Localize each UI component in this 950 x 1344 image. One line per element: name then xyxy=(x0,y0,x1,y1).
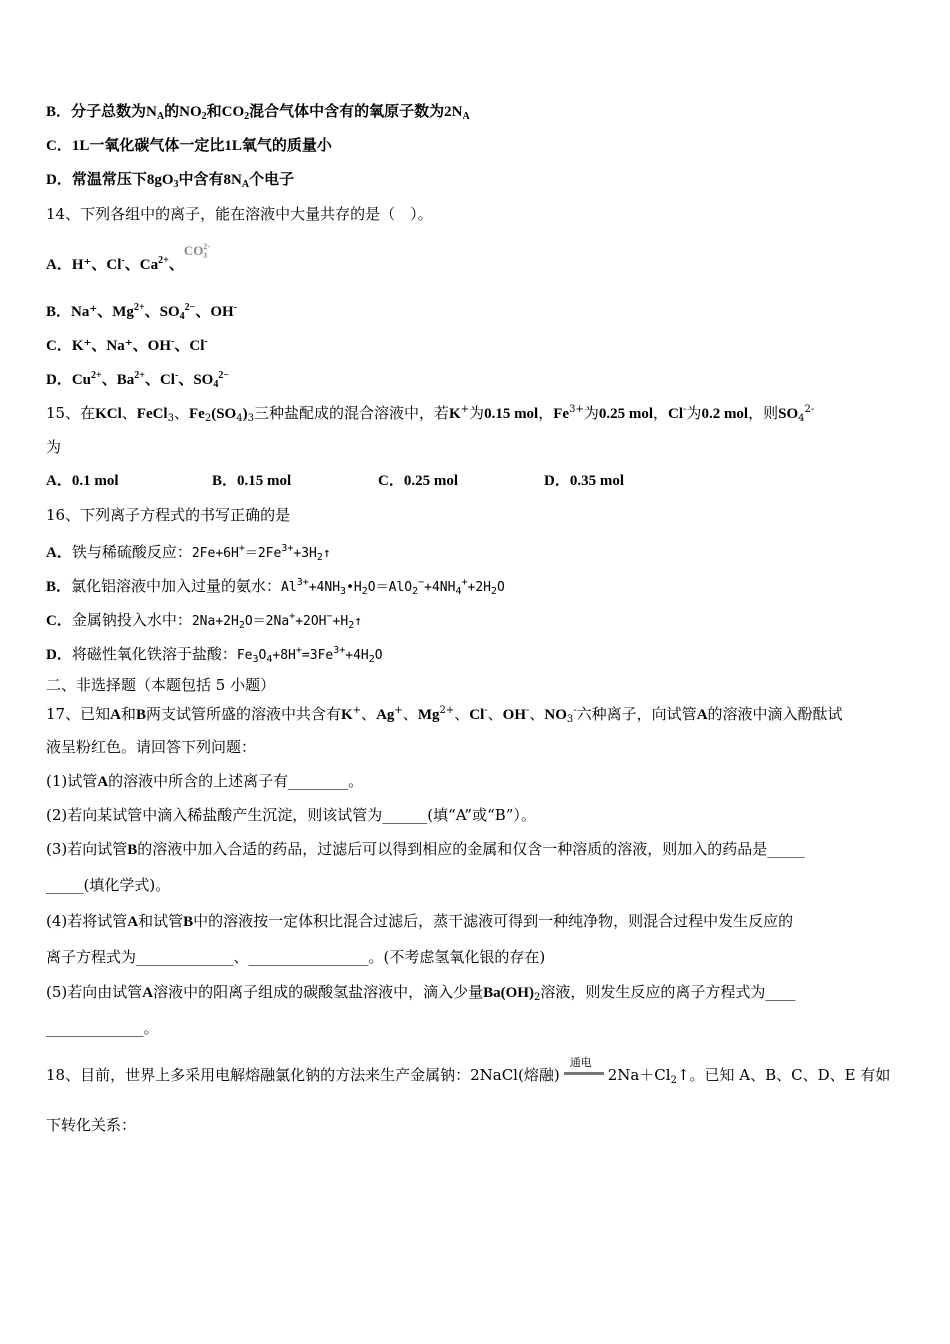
option-label: D． xyxy=(46,647,72,663)
q13-option-b xyxy=(46,101,910,128)
text: 、Cl xyxy=(144,372,175,388)
subscript: 3 xyxy=(247,413,254,424)
text: Mg xyxy=(417,707,440,723)
text: 、 xyxy=(361,705,377,723)
option-label: C． xyxy=(46,613,72,629)
q16-option-b xyxy=(46,572,910,603)
text: A xyxy=(142,985,154,1001)
subscript: 2 xyxy=(361,586,368,597)
subscript: 3 xyxy=(167,413,174,424)
text: 为 xyxy=(686,404,702,422)
option-label: A． xyxy=(46,257,72,273)
text: 、 xyxy=(487,705,503,723)
text: H⁺、Cl xyxy=(71,257,122,273)
text: A xyxy=(97,774,109,790)
superscript: + xyxy=(289,611,296,622)
subscript: 4 xyxy=(213,379,219,390)
q15-option-c: C．0.25 mol xyxy=(378,473,458,489)
text: 中的溶液按一定体积比混合过滤后，蒸干滤液可得到一种纯净物，则混合过程中发生反应的 xyxy=(193,912,794,930)
superscript: - xyxy=(683,404,687,415)
superscript: 2+ xyxy=(133,302,145,313)
q14-stem: 14、下列各组中的离子，能在溶液中大量共存的是（ ）。 xyxy=(46,205,433,223)
superscript: 2+ xyxy=(439,705,455,716)
text: (4)若将试管 xyxy=(46,912,128,930)
superscript: + xyxy=(394,705,403,716)
text: 、 xyxy=(121,404,137,422)
text: 将磁性氧化铁溶于盐酸： xyxy=(71,645,237,663)
q17-part-2: (2)若向某试管中滴入稀盐酸产生沉淀，则该试管为______(填“A”或“B”）。 xyxy=(46,806,536,824)
text: B xyxy=(135,707,146,723)
text: 2N xyxy=(444,104,463,120)
text: O＝AlO xyxy=(367,580,413,595)
text: ， xyxy=(653,404,669,422)
text: 常温常压下 xyxy=(71,172,147,188)
option-label: A． xyxy=(46,545,72,561)
text: ↑ xyxy=(322,546,331,561)
arrow-bar xyxy=(564,1072,604,1075)
text: 和试管 xyxy=(138,912,184,930)
superscript: 2+ xyxy=(158,255,169,266)
q17-part-4-line2: 离子方程式为_____________、________________。(不考虑氢氧化银的存在) xyxy=(46,948,546,966)
text: 一氧化碳气体一定比 xyxy=(89,138,225,154)
superscript: − xyxy=(418,577,425,588)
equation xyxy=(191,611,363,631)
superscript: - xyxy=(204,336,208,347)
subscript: 3 xyxy=(173,179,179,190)
subscript: A xyxy=(462,111,470,122)
subscript: 4 xyxy=(236,413,243,424)
q17-part-3 xyxy=(46,838,910,861)
q18-stem-line2: 下转化关系： xyxy=(46,1116,137,1134)
text: SO xyxy=(778,406,799,422)
text: 氧气的质量小 xyxy=(241,138,332,154)
text: OH xyxy=(502,707,526,723)
text: A xyxy=(127,914,139,930)
text: +H xyxy=(332,614,349,629)
q17-part-5 xyxy=(46,981,910,1009)
subscript: 4 xyxy=(179,311,185,322)
text: =3Fe xyxy=(301,648,334,663)
text: +4H xyxy=(345,648,369,663)
text: Fe xyxy=(189,406,205,422)
q13-option-c xyxy=(46,135,910,157)
text: 8gO xyxy=(146,172,174,188)
q14-option-a xyxy=(46,242,910,281)
text: O xyxy=(374,648,383,663)
text: Fe xyxy=(553,406,570,422)
text: 铁与稀硫酸反应： xyxy=(71,543,192,561)
text: O xyxy=(258,648,267,663)
text: K xyxy=(448,406,461,422)
section-title: 二、非选择题（本题包括 5 小题） xyxy=(46,676,276,694)
q16-stem: 16、下列离子方程式的书写正确的是 xyxy=(46,506,291,524)
text: 的溶液中加入合适的药品，过滤后可以得到相应的金属和仅含一种溶质的溶液，则加入的药品是_____ xyxy=(137,840,805,858)
superscript: 2− xyxy=(218,370,230,381)
subscript: 2 xyxy=(533,992,541,1003)
q15-stem-line2: 为 xyxy=(46,438,62,456)
subscript: 3 xyxy=(252,654,259,665)
text: Na⁺、Mg xyxy=(71,304,134,320)
q16-option-a xyxy=(46,538,910,569)
text: 的 xyxy=(164,104,180,120)
carbonate-image xyxy=(183,236,211,267)
text: +4NH xyxy=(424,580,456,595)
text: 2Na+2H xyxy=(191,614,239,629)
option-label: B． xyxy=(46,579,72,595)
superscript: 2− xyxy=(184,302,196,313)
text: ↑。已知 A、B、C、D、E 有如 xyxy=(676,1066,891,1084)
text: ＝2Fe xyxy=(244,546,282,561)
text: KCl xyxy=(95,406,122,422)
subscript: 2 xyxy=(201,111,207,122)
text: A xyxy=(696,707,708,723)
text: A xyxy=(110,707,121,723)
text: 两支试管所盛的溶液中共含有 xyxy=(145,705,341,723)
text: 的溶液中所含的上述离子有________。 xyxy=(108,772,364,790)
subscript: 2 xyxy=(244,111,250,122)
q17-part-5-line2: _____________。 xyxy=(46,1019,159,1037)
superscript: + xyxy=(295,645,302,656)
text: N xyxy=(146,104,157,120)
superscript: 3+ xyxy=(296,577,309,588)
option-label: C． xyxy=(46,138,72,154)
text: +8H xyxy=(272,648,296,663)
superscript: - xyxy=(526,705,530,716)
text: 分子总数为 xyxy=(71,104,147,120)
q15-option-b: B．0.15 mol xyxy=(212,473,292,489)
q14-option-c xyxy=(46,331,910,357)
text: 、SO xyxy=(144,304,180,320)
text: 为 xyxy=(583,404,599,422)
superscript: 3+ xyxy=(281,543,294,554)
text: +3H xyxy=(293,546,317,561)
equation xyxy=(281,577,505,597)
text: 、OH xyxy=(195,304,234,320)
q16-option-c xyxy=(46,606,910,637)
superscript: - xyxy=(573,705,577,716)
text: O＝2Na xyxy=(244,614,290,629)
subscript: 4 xyxy=(798,413,805,424)
text: 2Na＋Cl xyxy=(607,1066,671,1084)
text: 18、目前，世界上多采用电解熔融氯化钠的方法来生产金属钠：2NaCl(熔融) xyxy=(46,1066,560,1084)
text: ，则 xyxy=(748,404,779,422)
text: CO xyxy=(221,104,245,120)
text: ) xyxy=(242,406,248,422)
text: 2Fe+6H xyxy=(191,546,239,561)
subscript: A xyxy=(241,179,250,190)
text: O xyxy=(497,580,505,595)
text: K xyxy=(340,707,353,723)
equation xyxy=(191,543,331,563)
text: CO xyxy=(183,243,204,258)
text: 、Ca xyxy=(124,257,159,273)
subscript: 3 xyxy=(340,586,347,597)
text: 17、已知 xyxy=(46,705,111,723)
option-label: B． xyxy=(46,104,72,120)
text: 金属钠投入水中： xyxy=(71,611,192,629)
text: 、 xyxy=(402,705,418,723)
text: 15、在 xyxy=(46,404,96,422)
text: Al xyxy=(281,580,297,595)
superscript: 2+ xyxy=(91,370,102,381)
q17-stem-line2: 液呈粉红色。请回答下列问题： xyxy=(46,738,257,756)
superscript: 3+ xyxy=(569,404,584,415)
text: 、 xyxy=(173,404,189,422)
option-label: C． xyxy=(46,338,72,354)
text: 1L xyxy=(71,138,90,154)
q14-option-b xyxy=(46,297,910,328)
text: •H xyxy=(346,580,362,595)
text: 、 xyxy=(168,257,184,273)
superscript: - xyxy=(233,302,238,313)
option-label: D． xyxy=(46,372,72,388)
text: 、Cl xyxy=(174,338,205,354)
superscript: + xyxy=(460,404,470,415)
subscript: 3 xyxy=(566,714,574,725)
text: 、Ba xyxy=(101,372,135,388)
superscript: 2- xyxy=(203,242,211,251)
q15-option-d: D．0.35 mol xyxy=(544,473,624,489)
text: ， xyxy=(538,404,554,422)
text: 混合气体中含有的氧原子数为 xyxy=(249,104,445,120)
text: 、SO xyxy=(178,372,214,388)
superscript: + xyxy=(461,577,468,588)
text: K⁺、Na⁺、OH xyxy=(71,338,172,354)
text: B xyxy=(183,914,194,930)
text: 1L xyxy=(224,138,242,154)
q15-option-a: A．0.1 mol xyxy=(46,473,119,489)
subscript: 3 xyxy=(203,251,208,260)
superscript: 3+ xyxy=(333,645,346,656)
text: (5)若向由试管 xyxy=(46,983,143,1001)
q17-part-1 xyxy=(46,770,910,793)
superscript: − xyxy=(326,611,333,622)
superscript: - xyxy=(171,336,175,347)
subscript: 2 xyxy=(238,620,245,631)
arrow-label: 通电 xyxy=(569,1056,592,1069)
text: 0.2 mol xyxy=(701,406,749,422)
text: 和 xyxy=(206,104,222,120)
text: 中含有 xyxy=(178,172,224,188)
text: 三种盐配成的混合溶液中，若 xyxy=(253,404,449,422)
text: 为 xyxy=(469,404,485,422)
text: 溶液中的阳离子组成的碳酸氢盐溶液中，滴入少量 xyxy=(153,983,484,1001)
text: +2H xyxy=(467,580,491,595)
text: 0.15 mol xyxy=(484,406,539,422)
subscript: 2 xyxy=(316,552,323,563)
superscript: + xyxy=(352,705,362,716)
subscript: 2 xyxy=(670,1075,677,1086)
subscript: 2 xyxy=(412,586,419,597)
text: 、 xyxy=(529,705,545,723)
q17-part-3-line2: _____(填化学式)。 xyxy=(46,876,171,894)
text: Cl xyxy=(469,707,485,723)
text: 和 xyxy=(120,705,136,723)
q16-option-d xyxy=(46,640,910,671)
text: FeCl xyxy=(136,406,168,422)
equation xyxy=(236,645,383,665)
text: 、 xyxy=(454,705,470,723)
q15-options xyxy=(46,470,910,492)
text: +4NH xyxy=(308,580,341,595)
option-label: B． xyxy=(46,304,72,320)
subscript: 2 xyxy=(368,654,375,665)
subscript: 4 xyxy=(266,654,273,665)
text: 氯化铝溶液中加入过量的氨水： xyxy=(71,577,282,595)
q13-option-d xyxy=(46,169,910,196)
text: B xyxy=(127,842,138,858)
text: 8N xyxy=(223,172,242,188)
text: ↑ xyxy=(354,614,363,629)
text: 六种离子，向试管 xyxy=(576,705,697,723)
text: (SO xyxy=(211,406,237,422)
text: Cu xyxy=(71,372,92,388)
text: Ba(OH) xyxy=(483,985,534,1001)
option-label: D． xyxy=(46,172,72,188)
text: 个电子 xyxy=(249,172,295,188)
q18-stem xyxy=(46,1056,910,1092)
superscript: 2+ xyxy=(134,370,145,381)
text: 溶液，则发生反应的离子方程式为____ xyxy=(540,983,796,1001)
text: Fe xyxy=(236,648,253,663)
subscript: 2 xyxy=(204,413,212,424)
subscript: 2 xyxy=(348,620,355,631)
subscript: A xyxy=(156,111,165,122)
superscript: 2- xyxy=(804,404,815,415)
q15-stem xyxy=(46,399,910,430)
text: NO xyxy=(544,707,567,723)
superscript: + xyxy=(238,543,245,554)
electrolysis-arrow xyxy=(564,1056,604,1086)
text: +2OH xyxy=(295,614,327,629)
q14-option-d xyxy=(46,365,910,396)
superscript: - xyxy=(484,705,488,716)
q17-part-4 xyxy=(46,910,910,933)
text: 的溶液中滴入酚酞试 xyxy=(707,705,843,723)
superscript: - xyxy=(121,255,125,266)
text: (3)若向试管 xyxy=(46,840,128,858)
text: Cl xyxy=(668,406,684,422)
text: Ag xyxy=(376,707,395,723)
text: NO xyxy=(179,104,202,120)
text: 0.25 mol xyxy=(598,406,654,422)
subscript: 2 xyxy=(491,586,498,597)
subscript: 4 xyxy=(455,586,462,597)
superscript: - xyxy=(174,370,179,381)
text: (1)试管 xyxy=(46,772,98,790)
q17-stem xyxy=(46,700,910,731)
